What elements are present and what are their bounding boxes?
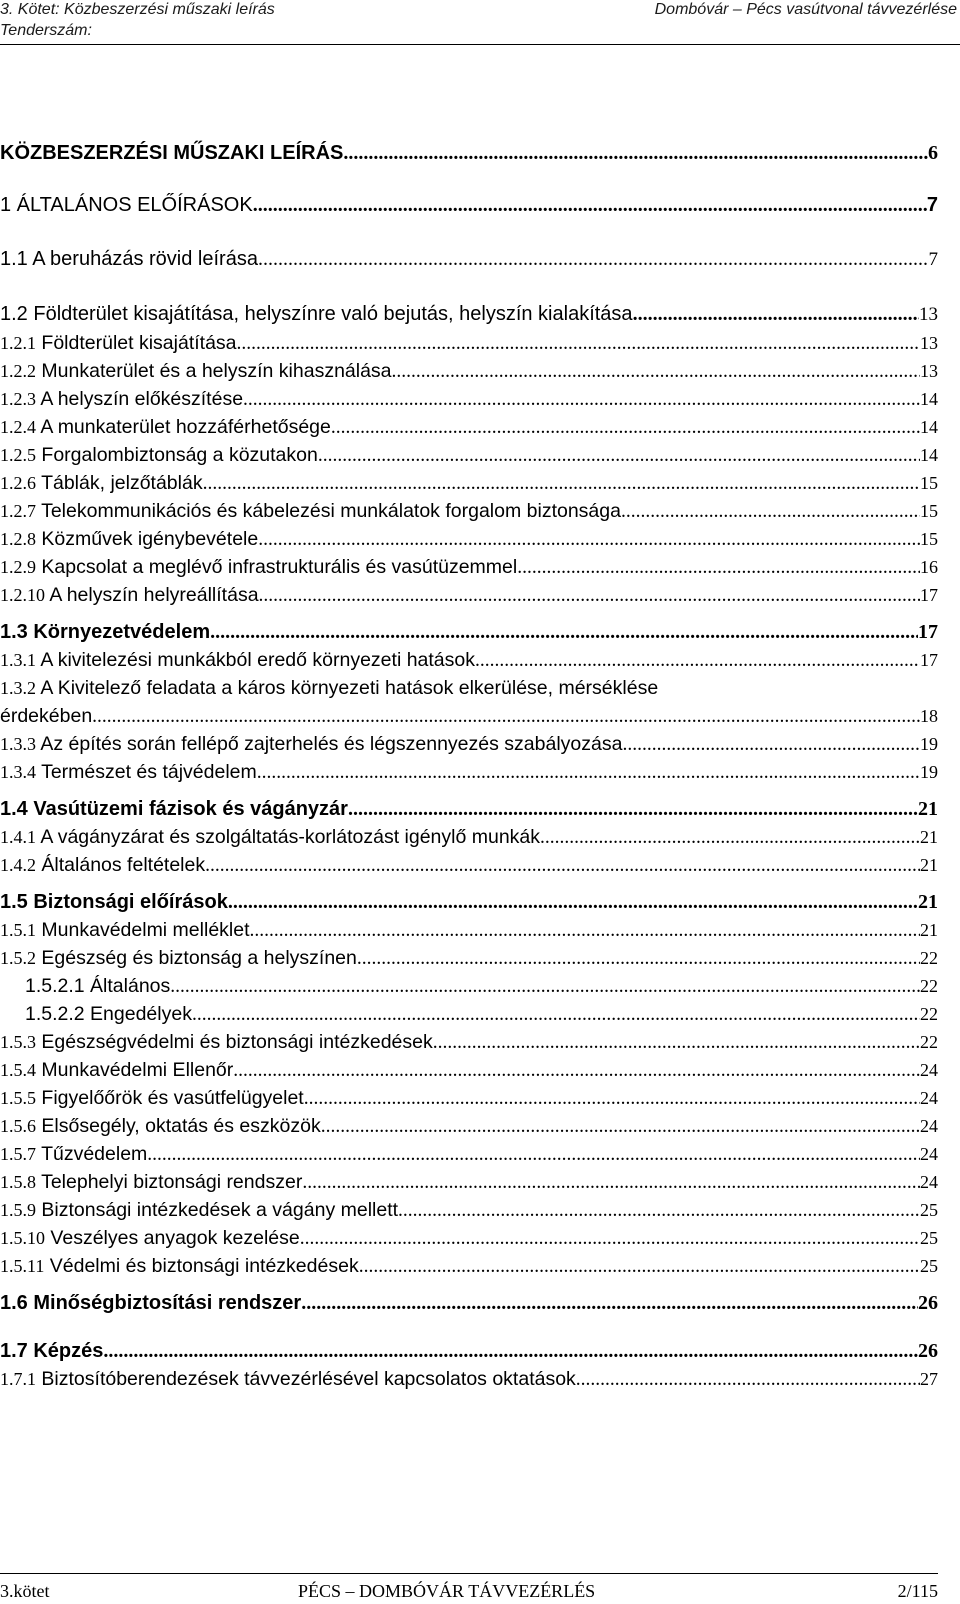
toc-entry-label: Táblák, jelzőtáblák xyxy=(41,472,203,494)
toc-entry-number: 1.4.2 xyxy=(0,855,36,875)
toc-entry-1-5-3[interactable] xyxy=(0,1028,938,1056)
toc-entry-1-3-3[interactable] xyxy=(0,730,938,758)
toc-entry-1-5[interactable] xyxy=(0,888,938,916)
toc-page-number: 24 xyxy=(920,1060,938,1080)
toc-entry-label: Egészség és biztonság a helyszínen xyxy=(41,947,357,969)
toc-page-number: 17 xyxy=(918,621,938,643)
toc-entry-1-2[interactable] xyxy=(0,299,938,329)
page-header xyxy=(0,0,960,45)
toc-page-number: 13 xyxy=(920,333,938,353)
toc-entry-label: Földterület kisajátítása xyxy=(41,332,237,354)
toc-entry-number: 1.3.2 xyxy=(0,678,36,698)
toc-entry-label: Kapcsolat a meglévő infrastrukturális és vasútüzemmel xyxy=(41,556,518,578)
toc-group-1-2 xyxy=(0,329,938,609)
toc-entry-label: Általános feltételek xyxy=(41,854,206,876)
toc-entry-number: 1.5.9 xyxy=(0,1200,36,1220)
toc-entry-1-5-2[interactable] xyxy=(0,944,938,972)
toc-entry-1-5-11[interactable] xyxy=(0,1252,938,1280)
toc-page-number: 13 xyxy=(919,304,938,325)
toc-entry-number: 1.2.4 xyxy=(0,417,36,437)
toc-page-number: 22 xyxy=(920,976,938,996)
toc-entry-label: Biztonsági intézkedések a vágány mellett xyxy=(41,1199,399,1221)
toc-leader-dots xyxy=(318,442,920,470)
toc-page-number: 22 xyxy=(920,948,938,968)
toc-entry-1-7[interactable] xyxy=(0,1337,938,1365)
toc-entry-label: Egészségvédelmi és biztonsági intézkedések xyxy=(41,1031,433,1053)
toc-page-number: 21 xyxy=(918,798,938,820)
toc-entry-1-2-9[interactable] xyxy=(0,553,938,581)
toc-page-number: 15 xyxy=(920,529,938,549)
toc-page-number: 19 xyxy=(920,762,938,782)
toc-entry-label: Munkavédelmi Ellenőr xyxy=(41,1059,234,1081)
toc-entry-1-5-4[interactable] xyxy=(0,1056,938,1084)
toc-entry-1-3-1[interactable] xyxy=(0,646,938,674)
toc-entry-1-4[interactable] xyxy=(0,795,938,823)
toc-group-1-5 xyxy=(0,916,938,1280)
toc-entry-1-5-2-1[interactable] xyxy=(0,972,938,1000)
toc-page-number: 17 xyxy=(920,585,938,605)
toc-entry-label: 1.2 Földterület kisajátítása, helyszínre való bejutás, helyszín kialakítása xyxy=(0,303,633,325)
toc-entry-1-2-2[interactable] xyxy=(0,357,938,385)
toc-entry-number: 1.2.10 xyxy=(0,585,45,605)
toc-leader-dots xyxy=(622,731,920,759)
toc-entry-1-2-7[interactable] xyxy=(0,497,938,525)
toc-entry-number: 1.5.3 xyxy=(0,1032,36,1052)
toc-entry-number: 1.5.2 xyxy=(0,948,36,968)
toc-entry-label: Biztosítóberendezések távvezérlésével kapcsolatos oktatások xyxy=(41,1368,576,1390)
toc-page-number: 27 xyxy=(920,1369,938,1389)
toc-entry-1-2-10[interactable] xyxy=(0,581,938,609)
toc-entry-number: 1.2.1 xyxy=(0,333,36,353)
toc-entry-label: 1.6 Minőségbiztosítási rendszer xyxy=(0,1292,302,1314)
toc-leader-dots xyxy=(258,244,929,274)
toc-entry-number: 1.5.5 xyxy=(0,1088,36,1108)
toc-leader-dots xyxy=(147,1141,920,1169)
toc-entry-1-3[interactable] xyxy=(0,618,938,646)
toc-entry-label: 1.5.2.2 Engedélyek xyxy=(25,1003,192,1025)
toc-entry-label: Munkaterület és a helyszín kihasználása xyxy=(41,360,392,382)
footer-project: PÉCS – DOMBÓVÁR TÁVVEZÉRLÉS xyxy=(298,1581,596,1601)
toc-entry-label: Munkavédelmi melléklet xyxy=(41,919,250,941)
toc-page-number: 17 xyxy=(920,650,938,670)
toc-entry-label: 1.5 Biztonsági előírások xyxy=(0,891,228,913)
toc-entry-1-2-1[interactable] xyxy=(0,329,938,357)
toc-entry-1-4-1[interactable] xyxy=(0,823,938,851)
toc-entry-1-5-5[interactable] xyxy=(0,1084,938,1112)
toc-entry-number: 1.2.7 xyxy=(0,501,36,521)
toc-entry-number: 1.2.6 xyxy=(0,473,36,493)
toc-entry-label: 1.7 Képzés xyxy=(0,1340,104,1362)
toc-entry-label: Figyelőőrök és vasútfelügyelet xyxy=(41,1087,304,1109)
toc-page-number: 24 xyxy=(920,1088,938,1108)
toc-page-number: 22 xyxy=(920,1032,938,1052)
toc-entry-label: KÖZBESZERZÉSI MŰSZAKI LEÍRÁS xyxy=(0,142,344,164)
toc-entry-number: 1.5.10 xyxy=(0,1228,45,1248)
header-tender-number: Tenderszám: xyxy=(0,22,92,39)
toc-page-number: 16 xyxy=(920,557,938,577)
toc-entry-number: 1.5.4 xyxy=(0,1060,36,1080)
toc-entry-1-6[interactable] xyxy=(0,1289,938,1317)
toc-page-number: 21 xyxy=(920,855,938,875)
toc-entry-label: érdekében xyxy=(0,705,93,727)
toc-leader-dots xyxy=(228,888,918,916)
page-footer xyxy=(0,1573,938,1604)
toc-page-number: 25 xyxy=(920,1200,938,1220)
toc-leader-dots xyxy=(359,1253,920,1281)
toc-entry-label: Védelmi és biztonsági intézkedések xyxy=(49,1255,359,1277)
toc-page-number: 15 xyxy=(920,473,938,493)
toc-entry-label: Tűzvédelem xyxy=(41,1143,148,1165)
toc-page-number: 21 xyxy=(920,920,938,940)
toc-entry-label: Veszélyes anyagok kezelése xyxy=(50,1227,300,1249)
toc-entry-label: A Kivitelező feladata a káros környezeti hatások elkerülése, mérséklése xyxy=(40,677,659,699)
toc-leader-dots xyxy=(392,358,920,386)
toc-leader-dots xyxy=(92,703,920,731)
header-project-title: Dombóvár – Pécs vasútvonal távvezérlése xyxy=(654,1,957,18)
toc-entry-number: 1.5.8 xyxy=(0,1172,36,1192)
toc-entry-number: 1.3.1 xyxy=(0,650,36,670)
toc-entry-label: 1.3 Környezetvédelem xyxy=(0,621,211,643)
toc-page-number: 13 xyxy=(920,361,938,381)
toc-entry-label: A helyszín helyreállítása xyxy=(49,584,259,606)
toc-leader-dots xyxy=(250,917,920,945)
toc-page-number: 14 xyxy=(920,389,938,409)
toc-leader-dots xyxy=(475,647,920,675)
toc-entry-number: 1.2.2 xyxy=(0,361,36,381)
toc-entry-label: Az építés során fellépő zajterhelés és légszennyezés szabályozása xyxy=(40,733,623,755)
toc-page-number: 21 xyxy=(918,891,938,913)
toc-entry-chapter-1[interactable] xyxy=(0,190,938,220)
toc-entry-number: 1.7.1 xyxy=(0,1369,36,1389)
toc-entry-1-5-1[interactable] xyxy=(0,916,938,944)
toc-leader-dots xyxy=(103,1337,918,1365)
toc-entry-label: 1 ÁLTALÁNOS ELŐÍRÁSOK xyxy=(0,194,253,216)
toc-entry-label: A kivitelezési munkákból eredő környezeti hatások xyxy=(40,649,475,671)
toc-page-number: 24 xyxy=(920,1172,938,1192)
toc-entry-number: 1.5.11 xyxy=(0,1256,45,1276)
toc-page-number: 14 xyxy=(920,417,938,437)
toc-entry-label: A vágányzárat és szolgáltatás-korlátozást igénylő munkák xyxy=(40,826,541,848)
toc-entry-1-2-3[interactable] xyxy=(0,385,938,413)
toc-leader-dots xyxy=(321,1113,920,1141)
toc-leader-dots xyxy=(621,498,920,526)
toc-entry-1-5-6[interactable] xyxy=(0,1112,938,1140)
toc-leader-dots xyxy=(300,1225,920,1253)
toc-leader-dots xyxy=(205,852,920,880)
toc-entry-number: 1.4.1 xyxy=(0,827,36,847)
toc-leader-dots xyxy=(343,138,928,168)
toc-leader-dots xyxy=(210,618,918,646)
toc-entry-1-5-7[interactable] xyxy=(0,1140,938,1168)
toc-entry-1-2-4[interactable] xyxy=(0,413,938,441)
table-of-contents xyxy=(0,138,938,1393)
toc-page-number: 25 xyxy=(920,1228,938,1248)
toc-page-number: 18 xyxy=(920,706,938,726)
toc-entry-number: 1.2.5 xyxy=(0,445,36,465)
toc-entry-label: 1.5.2.1 Általános xyxy=(25,975,171,997)
toc-entry-label: A munkaterület hozzáférhetősége xyxy=(40,416,331,438)
footer-volume: 3.kötet xyxy=(0,1581,50,1601)
toc-leader-dots xyxy=(301,1289,918,1317)
toc-entry-number: 1.5.1 xyxy=(0,920,36,940)
header-volume-title: 3. Kötet: Közbeszerzési műszaki leírás xyxy=(0,1,275,18)
toc-leader-dots xyxy=(304,1085,920,1113)
toc-page-number: 15 xyxy=(920,501,938,521)
toc-entry-label: 1.4 Vasútüzemi fázisok és vágányzár xyxy=(0,798,348,820)
toc-page-number: 24 xyxy=(920,1144,938,1164)
toc-entry-1-2-5[interactable] xyxy=(0,441,938,469)
toc-leader-dots xyxy=(302,1169,920,1197)
toc-leader-dots xyxy=(348,795,918,823)
footer-page-number: 2/115 xyxy=(897,1581,938,1601)
toc-entry-label: Telephelyi biztonsági rendszer xyxy=(41,1171,303,1193)
toc-leader-dots xyxy=(259,582,920,610)
toc-leader-dots xyxy=(517,554,920,582)
toc-entry-label: Forgalombiztonság a közutakon xyxy=(41,444,318,466)
toc-entry-1-1[interactable] xyxy=(0,244,938,274)
toc-entry-label: A helyszín előkészítése xyxy=(40,388,244,410)
toc-entry-label: Természet és tájvédelem xyxy=(41,761,257,783)
toc-leader-dots xyxy=(192,1001,920,1029)
toc-page-number: 7 xyxy=(928,249,938,270)
toc-leader-dots xyxy=(633,299,919,329)
toc-page-number: 24 xyxy=(920,1116,938,1136)
toc-entry-number: 1.2.9 xyxy=(0,557,36,577)
toc-leader-dots xyxy=(243,386,920,414)
toc-page-number: 14 xyxy=(920,445,938,465)
toc-entry-number: 1.5.6 xyxy=(0,1116,36,1136)
toc-leader-dots xyxy=(257,759,920,787)
toc-leader-dots xyxy=(233,1057,920,1085)
toc-page-number: 19 xyxy=(920,734,938,754)
toc-page-number: 22 xyxy=(920,1004,938,1024)
toc-group-1-4 xyxy=(0,823,938,879)
toc-entry-1-7-1[interactable] xyxy=(0,1365,938,1393)
toc-page-number: 21 xyxy=(920,827,938,847)
toc-page-number: 26 xyxy=(918,1292,938,1314)
toc-entry-1-5-8[interactable] xyxy=(0,1168,938,1196)
toc-entry-label: Közművek igénybevétele xyxy=(41,528,259,550)
toc-page-number: 6 xyxy=(928,142,938,164)
toc-leader-dots xyxy=(253,190,927,220)
toc-entry-number: 1.2.8 xyxy=(0,529,36,549)
toc-leader-dots xyxy=(170,973,920,1001)
toc-leader-dots xyxy=(331,414,920,442)
toc-page-number: 7 xyxy=(926,194,938,216)
toc-entry-1-3-2-line1[interactable] xyxy=(0,674,938,702)
toc-entry-number: 1.2.3 xyxy=(0,389,36,409)
toc-leader-dots xyxy=(576,1366,920,1394)
toc-entry-1-5-9[interactable] xyxy=(0,1196,938,1224)
toc-page-number: 26 xyxy=(918,1340,938,1362)
toc-leader-dots xyxy=(258,526,920,554)
toc-entry-1-3-4[interactable] xyxy=(0,758,938,786)
toc-entry-main-title[interactable] xyxy=(0,138,938,168)
toc-entry-1-4-2[interactable] xyxy=(0,851,938,879)
toc-entry-label: Elsősegély, oktatás és eszközök xyxy=(41,1115,321,1137)
toc-entry-1-2-8[interactable] xyxy=(0,525,938,553)
toc-entry-number: 1.3.4 xyxy=(0,762,36,782)
toc-entry-number: 1.3.3 xyxy=(0,734,36,754)
toc-leader-dots xyxy=(203,470,920,498)
toc-group-1-3 xyxy=(0,646,938,786)
toc-entry-1-2-6[interactable] xyxy=(0,469,938,497)
toc-entry-1-5-2-2[interactable] xyxy=(0,1000,938,1028)
toc-page-number: 25 xyxy=(920,1256,938,1276)
toc-entry-1-5-10[interactable] xyxy=(0,1224,938,1252)
toc-leader-dots xyxy=(398,1197,920,1225)
toc-entry-1-3-2-line2[interactable] xyxy=(0,702,938,730)
toc-leader-dots xyxy=(357,945,920,973)
toc-entry-label: Telekommunikációs és kábelezési munkálatok forgalom biztonsága xyxy=(41,500,621,522)
toc-leader-dots xyxy=(540,824,920,852)
toc-entry-number: 1.5.7 xyxy=(0,1144,36,1164)
toc-leader-dots xyxy=(237,330,920,358)
toc-entry-label: 1.1 A beruházás rövid leírása xyxy=(0,248,258,270)
toc-leader-dots xyxy=(433,1029,920,1057)
